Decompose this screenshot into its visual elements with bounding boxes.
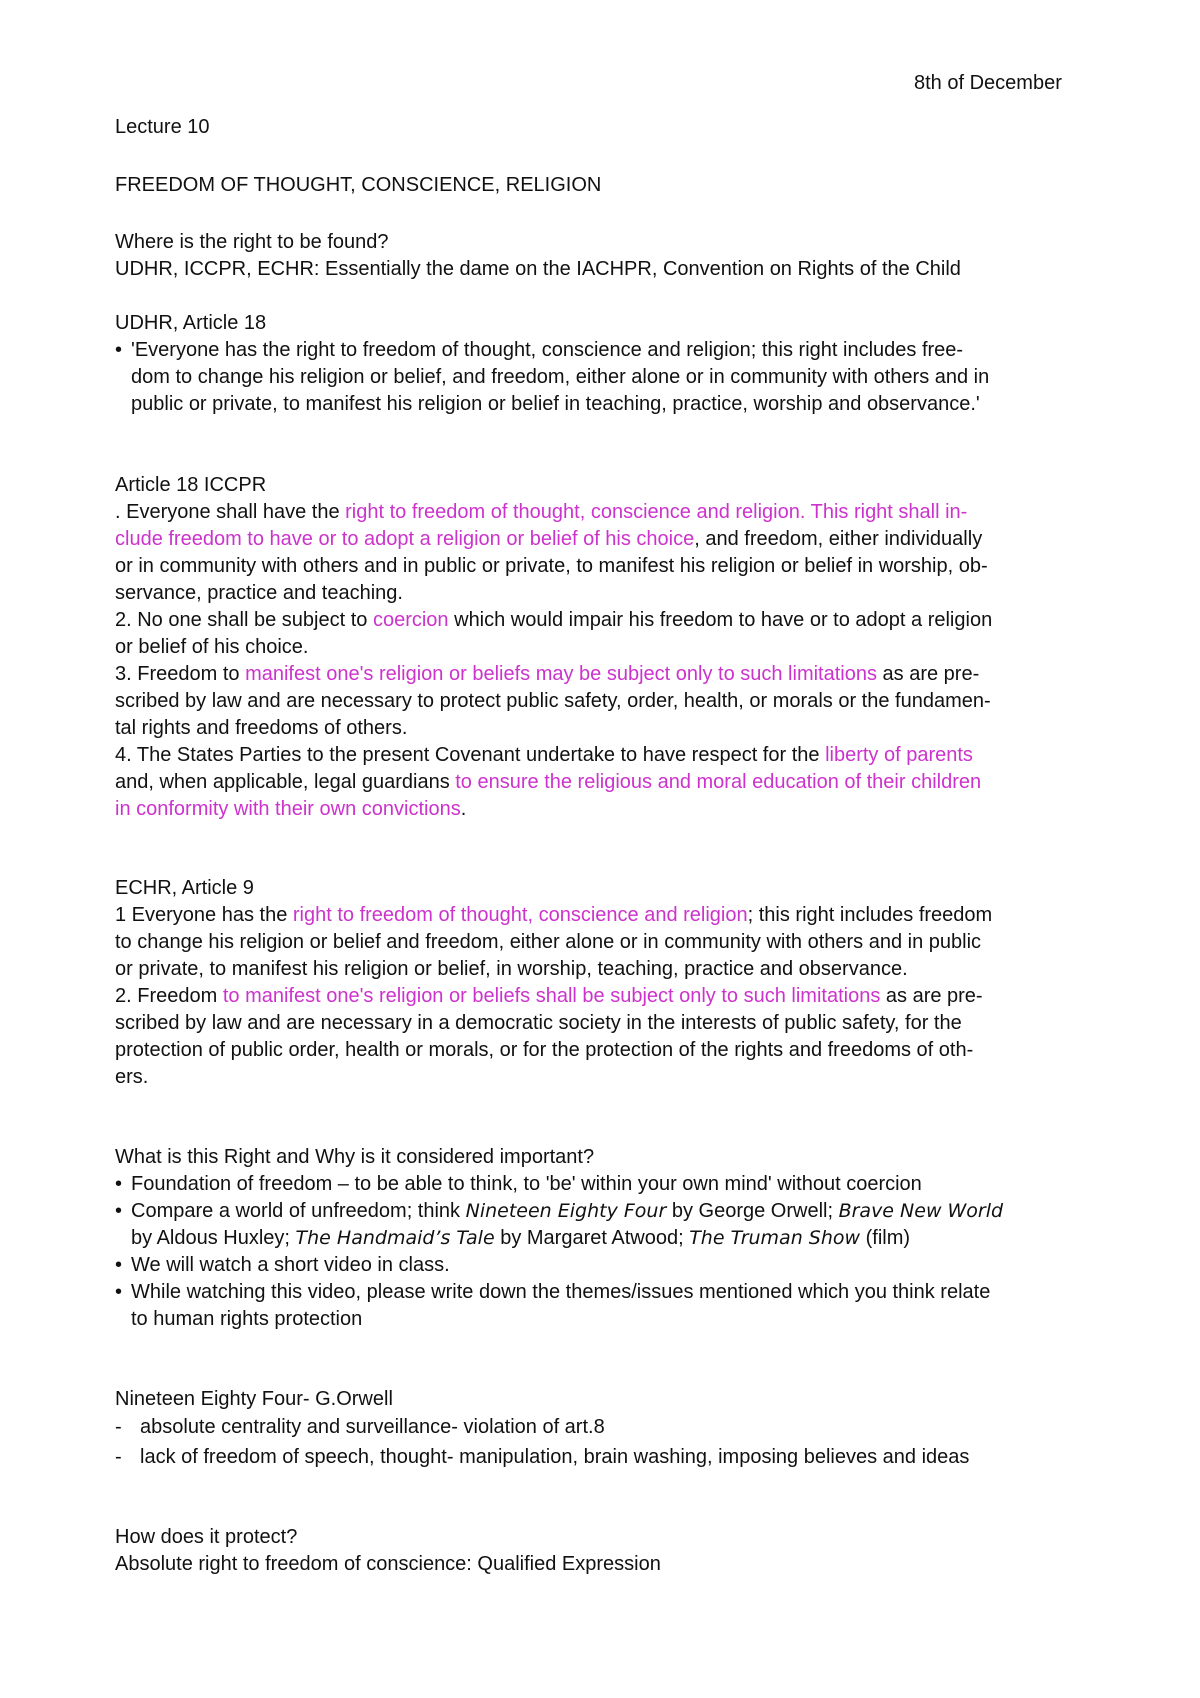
orwell-dash-2: - <box>115 1446 122 1468</box>
what-bullet-4: • <box>115 1281 123 1303</box>
highlight: liberty of parents <box>825 744 973 766</box>
echr-line-2: to change his religion or belief and freedom, either alone or in community with others and in public <box>115 931 982 953</box>
what-item-1: Foundation of freedom – to be able to think, to 'be' within your own mind' without coercion <box>131 1173 922 1195</box>
protect-answer: Absolute right to freedom of conscience: Qualified Expression <box>115 1553 661 1575</box>
echr-heading: ECHR, Article 9 <box>115 877 254 899</box>
iccpr-line-9: tal rights and freedoms of others. <box>115 717 408 739</box>
iccpr-line-3: or in community with others and in public or private, to manifest his religion or belief in worship, ob- <box>115 555 988 577</box>
echr-line-5: scribed by law and are necessary in a democratic society in the interests of public safety, for the <box>115 1012 962 1034</box>
iccpr-line-6: or belief of his choice. <box>115 636 309 658</box>
lecture-number: Lecture 10 <box>115 116 210 138</box>
orwell-item-2: lack of freedom of speech, thought- manipulation, brain washing, imposing believes and ideas <box>140 1446 970 1468</box>
what-item-4: While watching this video, please write down the themes/issues mentioned which you think relate <box>131 1281 991 1303</box>
what-bullet-3: • <box>115 1254 123 1276</box>
iccpr-line-7: 3. Freedom to manifest one's religion or beliefs may be subject only to such limitations as are pre- <box>115 663 980 685</box>
echr-line-3: or private, to manifest his religion or belief, in worship, teaching, practice and observance. <box>115 958 908 980</box>
what-item-2: Compare a world of unfreedom; think Nineteen Eighty Four by George Orwell; Brave New World <box>131 1200 1004 1222</box>
what-heading: What is this Right and Why is it considered important? <box>115 1146 595 1168</box>
where-answer: UDHR, ICCPR, ECHR: Essentially the dame on the IACHPR, Convention on Rights of the Child <box>115 258 961 280</box>
book-title: Brave New World <box>838 1200 1004 1222</box>
lecture-title: FREEDOM OF THOUGHT, CONSCIENCE, RELIGION <box>115 174 602 196</box>
what-item-4-cont: to human rights protection <box>131 1308 363 1330</box>
iccpr-line-12: in conformity with their own convictions. <box>115 798 467 820</box>
iccpr-line-4: servance, practice and teaching. <box>115 582 403 604</box>
book-title: The Handmaid’s Tale <box>295 1227 495 1249</box>
echr-line-1: 1 Everyone has the right to freedom of thought, conscience and religion; this right includes freedom <box>115 904 993 926</box>
what-item-3: We will watch a short video in class. <box>131 1254 450 1276</box>
iccpr-line-10: 4. The States Parties to the present Covenant undertake to have respect for the liberty of parents <box>115 744 973 766</box>
what-bullet-2: • <box>115 1200 123 1222</box>
iccpr-line-1: . Everyone shall have the right to freedom of thought, conscience and religion. This right shall in- <box>115 501 968 523</box>
udhr-line-2: dom to change his religion or belief, and freedom, either alone or in community with others and in <box>131 366 990 388</box>
highlight: to ensure the religious and moral education of their children <box>455 771 982 793</box>
highlight: right to freedom of thought, conscience and religion. This right shall in- <box>345 501 968 523</box>
what-item-2-cont: by Aldous Huxley; The Handmaid’s Tale by Margaret Atwood; The Truman Show (film) <box>131 1227 911 1249</box>
book-title: Nineteen Eighty Four <box>465 1200 667 1222</box>
highlight: clude freedom to have or to adopt a religion or belief of his choice <box>115 528 695 550</box>
highlight: right to freedom of thought, conscience and religion <box>292 904 748 926</box>
protect-question: How does it protect? <box>115 1526 298 1548</box>
date: 8th of December <box>914 72 1062 94</box>
udhr-heading: UDHR, Article 18 <box>115 312 267 334</box>
iccpr-line-5: 2. No one shall be subject to coercion which would impair his freedom to have or to adopt a religion <box>115 609 993 631</box>
iccpr-line-2: clude freedom to have or to adopt a religion or belief of his choice, and freedom, either individually <box>115 528 983 550</box>
iccpr-line-11: and, when applicable, legal guardians to ensure the religious and moral education of their children <box>115 771 982 793</box>
highlight: in conformity with their own convictions <box>115 798 461 820</box>
highlight: manifest one's religion or beliefs may be subject only to such limitations <box>245 663 877 685</box>
highlight: to manifest one's religion or beliefs shall be subject only to such limitations <box>222 985 881 1007</box>
echr-line-4: 2. Freedom to manifest one's religion or beliefs shall be subject only to such limitations as are pre- <box>115 985 983 1007</box>
film-title: The Truman Show <box>689 1227 861 1249</box>
iccpr-line-8: scribed by law and are necessary to protect public safety, order, health, or morals or the fundamen- <box>115 690 991 712</box>
iccpr-heading: Article 18 ICCPR <box>115 474 267 496</box>
orwell-item-1: absolute centrality and surveillance- violation of art.8 <box>140 1416 605 1438</box>
what-bullet-1: • <box>115 1173 123 1195</box>
udhr-line-3: public or private, to manifest his religion or belief in teaching, practice, worship and observance.' <box>131 393 980 415</box>
highlight: coercion <box>372 609 449 631</box>
udhr-line-1: 'Everyone has the right to freedom of thought, conscience and religion; this right includes free- <box>131 339 964 361</box>
udhr-bullet: • <box>115 339 123 361</box>
orwell-heading: Nineteen Eighty Four- G.Orwell <box>115 1388 393 1410</box>
where-question: Where is the right to be found? <box>115 231 389 253</box>
echr-line-7: ers. <box>115 1066 149 1088</box>
echr-line-6: protection of public order, health or morals, or for the protection of the rights and freedoms of oth- <box>115 1039 974 1061</box>
orwell-dash-1: - <box>115 1416 122 1438</box>
